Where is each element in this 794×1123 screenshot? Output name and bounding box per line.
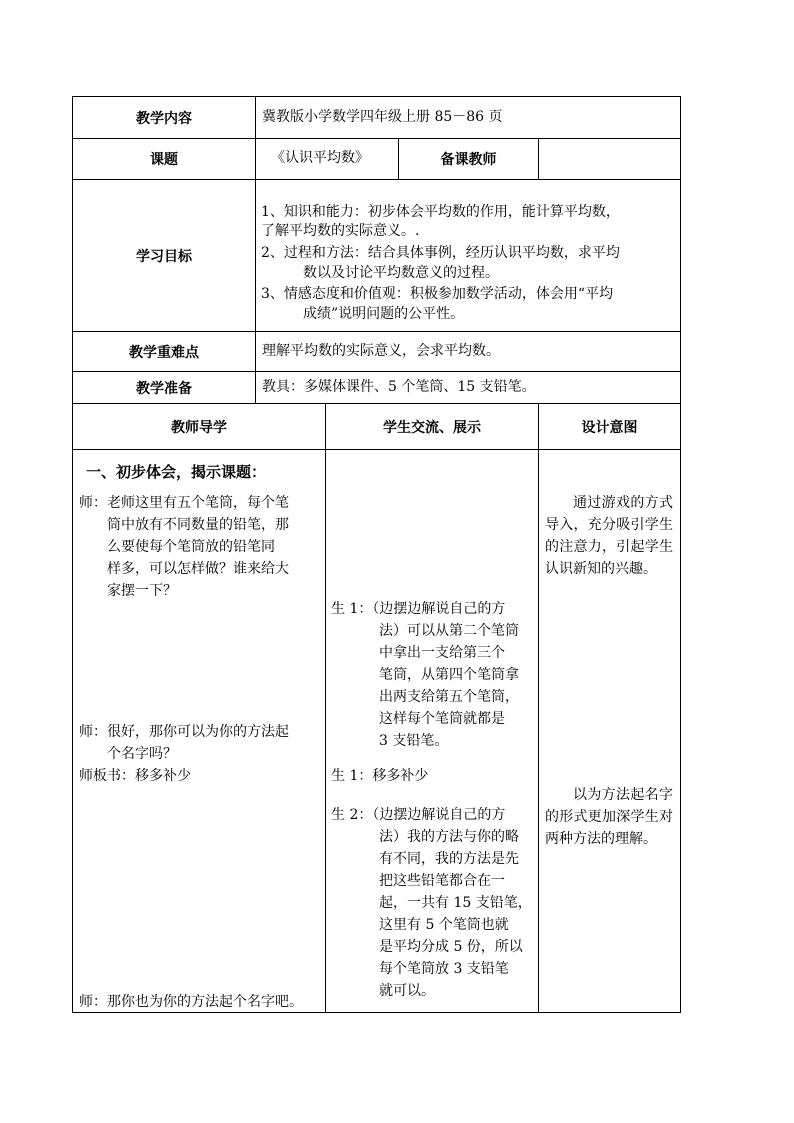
goal-line: 了解平均数的实际意义。.: [261, 223, 420, 239]
intent-note-2: 以为方法起名字的形式更加深学生对两种方法的理解。: [545, 787, 673, 847]
text-line: 家摆一下？: [107, 583, 177, 599]
grid-line: [72, 1012, 681, 1013]
goal-line: 数以及讨论平均数意义的过程。: [303, 265, 499, 281]
text-line: 每个笔筒放 3 支铅笔: [379, 961, 509, 977]
grid-line: [255, 96, 256, 403]
text-line: 就可以。: [379, 983, 435, 999]
grid-line: [680, 96, 681, 1013]
text-line: 这样每个笔筒就都是: [379, 711, 505, 727]
prep-value: 教具：多媒体课件、5 个笔筒、15 支铅笔。: [262, 379, 536, 395]
text-line: 中拿出一支给第三个: [379, 645, 505, 661]
text-line: 这里有 5 个笔筒也就: [379, 917, 509, 933]
text-line: 是平均分成 5 份，所以: [379, 939, 523, 955]
column-header-intent: 设计意图: [581, 419, 638, 436]
student-response-2: 生 1：移多补少: [331, 768, 429, 784]
text-line: 师：很好，那你可以为你的方法起: [79, 724, 289, 740]
text-line: 把这些铅笔都合在一: [379, 873, 505, 889]
text-line: 生 2：（边摆边解说自己的方: [331, 807, 506, 823]
text-line: 生 1：（边摆边解说自己的方: [331, 601, 506, 617]
content-label: 教学内容: [136, 110, 192, 127]
grid-line: [72, 449, 681, 450]
text-line: 么要使每个笔筒放的铅笔同: [107, 539, 275, 555]
text-line: 个名字吗？: [107, 746, 177, 762]
goal-line: 3、情感态度和价值观：积极参加数学活动，体会用“平均: [261, 286, 614, 302]
key-points-value: 理解平均数的实际意义，会求平均数。: [262, 343, 500, 359]
teacher-board-writing: 师板书：移多补少: [79, 768, 191, 784]
goals-label: 学习目标: [136, 248, 192, 265]
text-line: 起，一共有 15 支铅笔，: [379, 895, 532, 911]
topic-label: 课题: [150, 152, 178, 168]
text-line: 有不同，我的方法是先: [379, 851, 519, 867]
prep-label: 教学准备: [136, 380, 192, 397]
text-line: 笔筒，从第四个笔筒拿: [379, 667, 519, 683]
teacher-value: [539, 139, 680, 179]
goal-line: 成绩”说明问题的公平性。: [303, 306, 465, 322]
section-heading: 一、初步体会，揭示课题：: [86, 463, 267, 481]
text-line: 法）我的方法与你的略: [379, 829, 519, 845]
text-line: 出两支给第五个笔筒，: [379, 689, 519, 705]
topic-value: 《认识平均数》: [271, 150, 369, 166]
goal-line: 1、知识和能力：初步体会平均数的作用，能计算平均数，: [261, 204, 620, 220]
key-points-label: 教学重难点: [129, 344, 199, 361]
grid-line: [325, 403, 326, 1012]
goal-line: 2、过程和方法：结合具体事例，经历认识平均数，求平均: [261, 245, 620, 261]
text-line: 法）可以从第二个笔筒: [379, 623, 519, 639]
column-header-teacher: 教师导学: [171, 419, 227, 436]
column-header-student: 学生交流、展示: [383, 419, 481, 436]
text-line: 3 支铅笔。: [379, 733, 449, 749]
grid-line: [538, 403, 539, 1012]
text-line: 样多，可以怎样做？谁来给大: [107, 561, 289, 577]
teacher-label: 备课教师: [440, 152, 497, 168]
intent-note-1: 通过游戏的方式导入，充分吸引学生的注意力，引起学生认识新知的兴趣。: [545, 495, 673, 577]
content-value: 冀教版小学数学四年级上册 85－86 页: [262, 109, 503, 125]
text-line: 筒中放有不同数量的铅笔，那: [107, 517, 289, 533]
text-line: 师：老师这里有五个笔筒，每个笔: [79, 495, 289, 511]
teacher-paragraph-4: 师：那你也为你的方法起个名字吧。: [79, 994, 303, 1010]
